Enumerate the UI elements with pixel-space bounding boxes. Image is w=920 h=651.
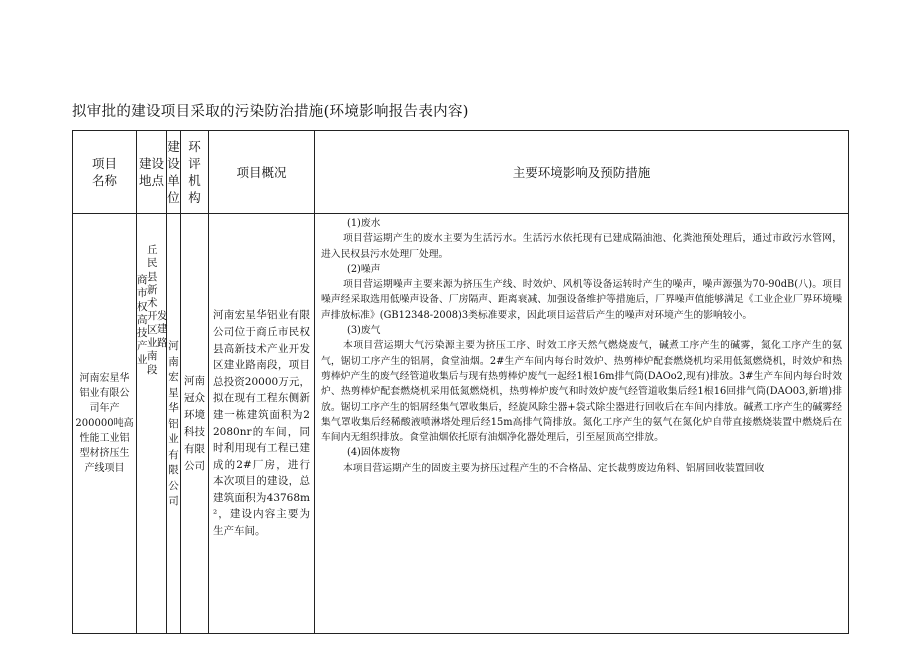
section-noise-title: (2)噪声 — [347, 263, 381, 275]
table-header-row — [73, 131, 849, 214]
agency-cell: 河南冠众环境科技有限公司 — [181, 214, 209, 634]
header-agency: 环评机构 — [181, 131, 209, 214]
unit-cell: 河南宏星华铝业有限公司 — [167, 214, 181, 634]
header-overview: 项目概况 — [209, 131, 315, 214]
page-title: 拟审批的建设项目采取的污染防治措施(环境影响报告表内容) — [72, 104, 469, 120]
section-wastewater-text: 项目营运期产生的废水主要为生活污水。生活污水依托现有已建成隔油池、化粪池预处理后，通过市政污水管网，进入民权县污水处理厂处理。 — [321, 233, 842, 260]
header-site: 建设地点 — [137, 131, 167, 214]
section-exhaust-title: (3)废气 — [347, 325, 381, 337]
header-project-name: 项目名称 — [73, 131, 137, 214]
section-noise-text: 项目营运期噪声主要来源为挤压生产线、时效炉、风机等设备运转时产生的噪声，噪声源强为70-90dB(八)。项目噪声经采取选用低噪声设备、厂房隔声、距离衰减、加强设备维护等措施后，厂界噪声值能够满足《工业企业厂界环境噪声排放标准》(GB12348-2008)3类标准要求，因此项目运营后产生的噪声对环境产生的影响较小。 — [321, 279, 842, 321]
header-unit: 建设单位 — [167, 131, 181, 214]
measures-cell — [315, 214, 849, 634]
header-measures: 主要环境影响及预防措施 — [315, 131, 849, 214]
section-exhaust-text: 本项目营运期大气污染源主要为挤压工序、时效工序天然气燃烧废气，碱煮工序产生的碱雾，氮化工序产生的氨气，锯切工序产生的铝屑，食堂油烟。2#生产车间内每台时效炉、热剪棒炉配套燃烧机均采用低氮燃烧机，时效炉和热剪棒炉产生的废气经管道收集后与现有热剪棒炉废气一起经1根16m排气筒(DAOo2,现有)排放。3#生产车间内每台时效炉、热剪棒炉配套燃烧机采用低氮燃烧机，热剪棒炉废气和时效炉废气经管道收集后经1根16回排气筒(DAO03,新增)排放。锯切工序产生的铝屑经集气罩收集后，经旋风除尘器+袋式除尘器进行回收后在车间内排放。碱煮工序产生的碱雾经集气罩收集后经稀酸液喷淋塔处理后经15m高排气筒排放。氮化工序产生的氨气在氮化炉自带直接燃烧装置中燃烧后在车间内无组织排放。食堂油烟依托原有油烟净化器处理后，引至屋顶高空排放。 — [321, 340, 842, 444]
site-text: 商市权高技产业 丘民县新术开区业南段 发建路 — [137, 244, 168, 376]
section-wastewater-title: (1)废水 — [347, 218, 381, 229]
site-cell — [137, 214, 167, 634]
section-solid-waste-text: 本项目营运期产生的固废主要为挤压过程产生的不合格品、定长裁剪废边角料、铝屑回收装置回收 — [343, 462, 765, 474]
measures-table — [72, 130, 849, 634]
overview-cell: 河南宏星华铝业有限公司位于商丘市民权县高新技术产业开发区建业路南段，项目总投资20000万元，拟在现有工程东侧新建一栋建筑面积为22080nr的车间，同时利用现有工程已建成的2#厂房，进行本次项目的建设，总建筑面积为43768m²，建设内容主要为生产车间。 — [209, 214, 315, 634]
section-solid-waste-title: (4)固体废物 — [347, 447, 401, 459]
project-name-cell: 河南宏星华铝业有限公司年产200000吨高性能工业铝型材挤压生产线项目 — [73, 214, 137, 634]
table-row — [73, 214, 849, 634]
